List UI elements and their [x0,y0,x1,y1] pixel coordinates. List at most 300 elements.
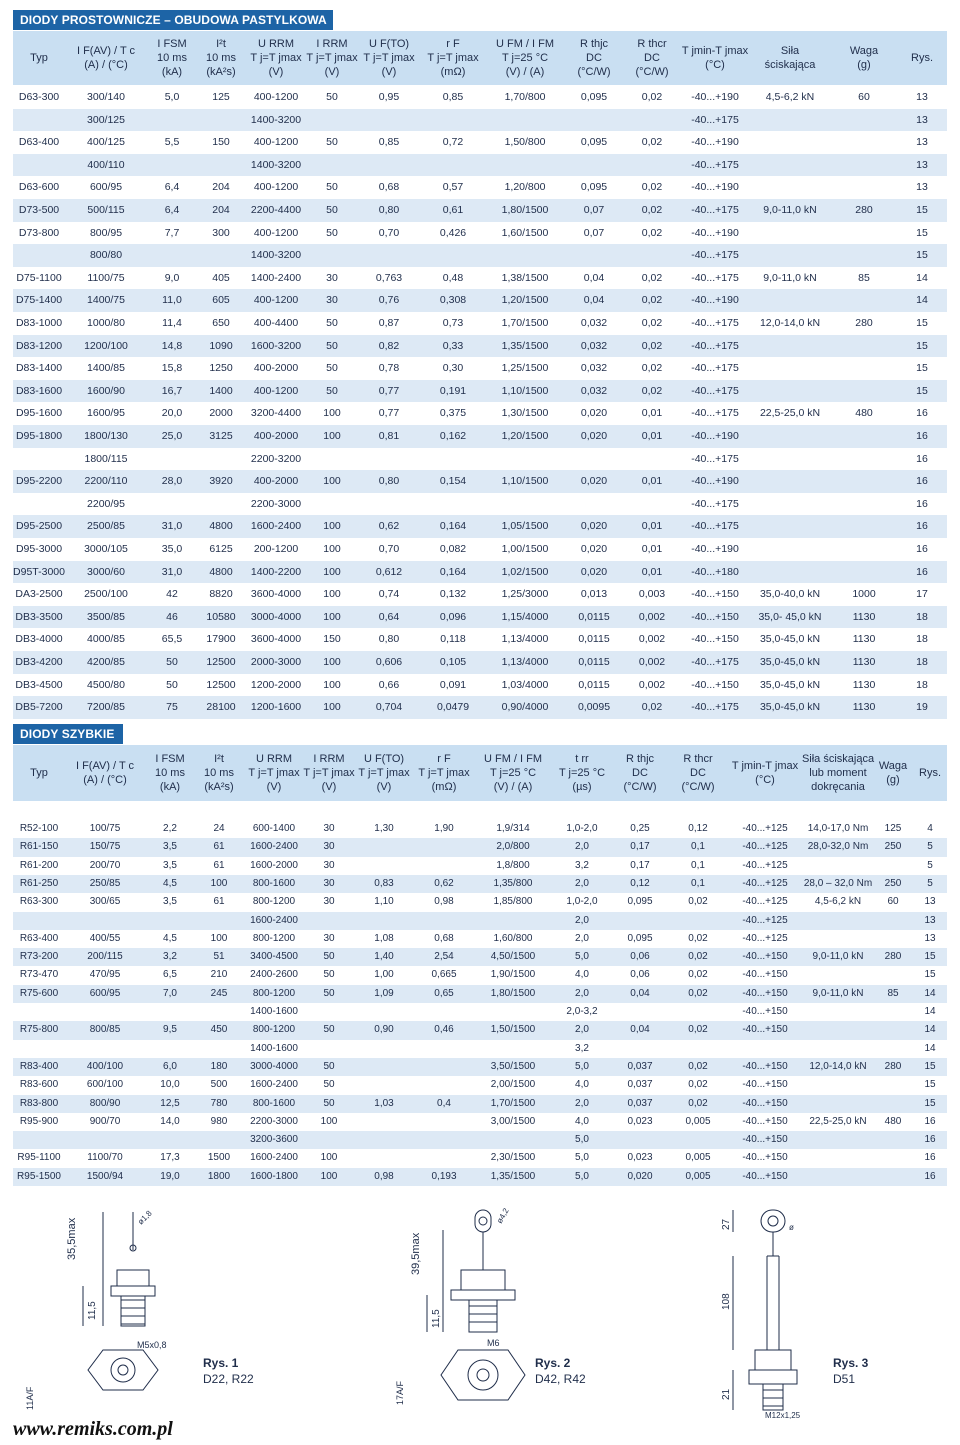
table-cell [749,244,831,267]
column-header-line: T j=T jmax [363,52,415,64]
table-cell: 250/85 [89,877,121,889]
column-header-line: T j=T jmax [250,52,302,64]
table-cell: 75 [166,701,178,714]
table-cell [831,176,897,199]
column-header [415,745,473,801]
table-cell: 500 [210,1079,228,1091]
table-cell [831,154,897,177]
table-cell: 61 [213,859,225,871]
table-cell: 0,62 [434,877,454,889]
table-cell [415,1113,473,1131]
table-cell [353,1131,415,1149]
table-cell: 14 [924,1042,936,1054]
website-link[interactable]: www.remiks.com.pl [13,1418,173,1440]
table-cell: 18 [916,633,928,646]
table-cell [353,1076,415,1094]
table-cell: 1,03 [374,1097,394,1109]
table-cell: 14,8 [161,339,183,352]
table-cell: 1,05/1500 [501,520,549,533]
table-cell: 28,0 [161,475,183,488]
table-cell [415,1040,473,1058]
table-cell [831,131,897,154]
table-cell: 35,0-45,0 kN [759,701,821,714]
table-cell [749,538,831,561]
table-cell: 1500/94 [86,1170,124,1182]
table-cell: 100 [210,932,228,944]
table-cell: D95-1800 [15,430,63,442]
table-cell: 3600-4000 [250,588,302,601]
table-cell: 800/95 [89,226,123,239]
table-cell: 42 [166,588,178,601]
table-cell: 61 [213,896,225,908]
table-cell: 1000 [852,588,876,601]
table-cell: R63-400 [19,932,59,944]
table-cell: 0,80 [378,475,400,488]
table-cell: 16 [916,407,928,420]
column-header-line: (V) [376,781,392,793]
table-cell: 1400-1600 [250,1006,298,1017]
table-cell: 2200-4400 [250,204,302,216]
table-cell: DB3-4200 [15,656,63,668]
table-cell: 150/75 [89,841,121,853]
table-cell: 280 [855,204,873,216]
table-cell [749,425,831,448]
table-cell [353,1113,415,1131]
table-cell: 1800/130 [84,430,128,442]
table-cell: 1,10/1500 [501,475,549,488]
table-cell: 300/125 [87,113,125,126]
table-cell [147,109,197,132]
column-header-line: T j=25 °C [501,52,549,64]
table-cell: 13 [916,91,928,103]
table-cell: 0,091 [439,678,467,691]
table-cell: 4000/85 [87,633,125,646]
table-cell: 100 [323,407,341,420]
figure-caption-2 [535,1355,586,1387]
table-cell [749,493,831,516]
table-cell: D75-1400 [15,294,63,307]
table-cell: 12,0-14,0 kN [809,1060,867,1072]
table-cell [873,1076,913,1094]
table-cell [749,131,831,154]
table-cell: 0,704 [375,701,403,714]
table-row [13,244,947,267]
table-cell: 0,33 [442,339,464,352]
table-cell: 10,0 [160,1079,180,1091]
table-cell [65,1131,145,1149]
table-cell: 0,66 [378,678,400,691]
table-cell: 150 [212,136,230,149]
table-cell: 1200-1600 [250,701,302,714]
table-cell: 1,50/800 [504,136,546,149]
table-cell: 980 [210,1115,228,1127]
table-cell: 16 [924,1152,936,1164]
table-cell: 1,9/314 [496,823,530,834]
table-cell [831,561,897,584]
table-cell [611,912,669,930]
table-cell: 1,8/800 [496,859,530,871]
column-header [485,31,565,85]
table-cell [197,244,245,267]
table-cell: D63-600 [18,181,60,194]
table-row [13,515,947,538]
table-cell: 9,0-11,0 kN [812,987,864,999]
table-row [13,930,947,948]
table-cell [147,244,197,267]
table-cell: 0,4 [437,1097,451,1109]
column-header-line: I²t [216,38,226,50]
table-cell: 1130 [852,701,876,714]
table-cell: 0,87 [378,317,400,329]
table-cell: 13 [916,158,928,171]
table-row [13,425,947,448]
table-cell: 6,5 [163,969,177,981]
table-cell: 0,02 [641,384,663,397]
table-cell [353,1040,415,1058]
table-cell: 16 [916,475,928,488]
table-cell: 2,0 [575,877,589,889]
table-cell: 2,0 [575,1097,589,1109]
table-cell: 500/115 [87,204,125,216]
table-cell: 0,154 [439,475,467,488]
table-cell: -40...+150 [742,1115,788,1127]
table-cell: -40...+190 [691,136,739,149]
table-cell: DA3-2500 [15,588,63,601]
table-cell [803,857,873,875]
table-cell: -40...+150 [742,1170,788,1182]
table-cell: 400/55 [89,932,121,944]
column-header-line: (V) [321,781,337,793]
column-header-line: T j=T jmax [427,52,479,64]
table-cell: 800/80 [89,249,123,262]
table-cell: 1,40 [374,951,394,963]
table-cell: 0,01 [641,520,663,533]
table-cell: 0,64 [378,610,400,623]
diode-drawing-fig3 [703,1200,833,1420]
table-cell [803,912,873,930]
table-cell: 1400-1600 [250,1042,298,1054]
table-cell: 800-1600 [252,877,296,889]
table-cell: R95-1100 [17,1152,61,1164]
table-row [13,1021,947,1039]
table-cell: -40...+150 [742,1079,788,1091]
table-cell: 12,5 [160,1097,180,1109]
table-cell: 1,70/1500 [490,1097,536,1109]
table-cell [803,1168,873,1186]
table-row [13,86,947,109]
table-cell: 50 [326,362,338,375]
table-cell: 5,0 [575,1060,589,1072]
column-header [913,745,947,801]
diode-drawing-fig1 [13,1200,193,1420]
table-cell: 1500 [207,1152,231,1164]
column-header-line: T j=25 °C [489,767,537,779]
table-cell [415,1131,473,1149]
table-cell [195,1040,243,1058]
table-cell: D95-2200 [15,475,63,488]
table-cell [831,493,897,516]
table-cell [415,1058,473,1076]
table-cell: 0,020 [580,543,608,555]
table-cell: D63-400 [18,136,60,149]
table-cell [623,448,681,471]
table-cell [13,448,65,471]
table-cell: 1000/80 [87,317,125,329]
table-cell [147,448,197,471]
table-cell: 0,02 [641,204,663,216]
table-cell: 0,04 [630,1024,650,1036]
column-header [421,31,485,85]
table-cell [831,357,897,380]
table-cell: 22,5-25,0 kN [759,407,821,420]
dim-label: 27 [721,1218,732,1230]
table-cell: 100 [323,588,341,601]
table-cell: 0,0115 [578,610,610,623]
table-cell: 3,2 [575,1042,589,1054]
table-cell [473,1003,553,1021]
column-header [195,745,243,801]
table-cell: 3000/60 [87,565,125,578]
table-cell: 0,07 [583,204,605,216]
table-cell: 15 [916,226,928,239]
table-cell: 125 [212,91,230,103]
table-cell [749,335,831,358]
table-cell: -40...+175 [691,249,739,262]
table-cell: 30 [323,932,335,944]
table-row [13,312,947,335]
table-cell [831,470,897,493]
figure-number: Rys. 1 [203,1356,239,1370]
table-cell: 0,164 [439,565,467,578]
table-cell: 60 [887,896,899,908]
table-cell: -40...+150 [742,987,788,999]
table-cell: 800-1200 [252,1024,296,1036]
table-cell: 0,612 [375,565,403,578]
table-cell: 18 [916,656,928,668]
table-cell: 2000-3000 [250,656,302,668]
table-cell: 7,7 [164,226,180,239]
table-cell [353,1149,415,1167]
table-cell: 1600-3200 [250,339,302,352]
column-header [473,745,553,801]
table-cell: D83-1000 [15,317,63,329]
table-cell: 0,68 [434,932,454,944]
table-cell: DB3-4000 [15,633,63,646]
table-cell: -40...+175 [691,339,739,352]
table-cell: 85 [887,987,899,999]
table-cell: 4,5 [163,932,177,944]
table-cell: 51 [213,951,225,963]
table-cell: 0,032 [580,362,608,375]
table-cell: 0,01 [641,475,663,488]
table-row [13,985,947,1003]
table-cell [749,561,831,584]
table-cell: 204 [212,181,230,194]
table-cell: 0,80 [378,633,400,646]
table-cell: 15,8 [161,362,183,375]
table-cell [565,493,623,516]
table-cell [873,1131,913,1149]
table-cell: 2,0 [575,914,589,926]
table-cell: -40...+125 [742,877,788,889]
table-cell: 400-1200 [253,91,299,103]
table-cell: 210 [210,969,228,981]
table-cell: R61-250 [19,877,59,889]
table-cell: 9,0-11,0 kN [763,204,817,216]
table-cell: 0,032 [580,384,608,397]
table-cell: R83-400 [19,1060,59,1072]
table-cell: 1,70/1500 [501,317,549,329]
table-cell: 1130 [852,610,876,623]
table-cell: 0,98 [374,1170,394,1182]
column-header-line: T jmin-T jmax [731,760,799,772]
table-cell: 50 [323,951,335,963]
table-cell: 0,02 [641,701,663,714]
table-cell [307,448,357,471]
table-cell: 15 [916,249,928,262]
table-cell [197,493,245,516]
table-row [13,1113,947,1131]
table-cell: 0,082 [439,543,467,555]
table-cell: 28100 [206,701,236,714]
column-header [145,745,195,801]
table-cell: 0,005 [685,1115,711,1127]
table-cell [873,857,913,875]
table-cell: -40...+190 [691,226,739,239]
table-cell: 50 [326,91,338,103]
table-cell: 0,17 [630,841,650,853]
table-cell: R73-470 [19,969,59,981]
table-cell [305,1003,353,1021]
table-cell: 100 [323,656,341,668]
table-cell [749,222,831,245]
table-cell: 9,5 [163,1024,177,1036]
column-header [681,31,749,85]
table-cell: 4,0 [575,969,589,981]
table-cell: 1200/100 [84,339,128,352]
table-cell [803,1131,873,1149]
dim-label: 39,5max [410,1232,422,1275]
table-cell [611,1003,669,1021]
column-header-line: (V) / (A) [505,66,545,78]
table-cell: 0,037 [627,1079,653,1091]
table-cell: -40...+150 [691,588,739,601]
table-cell: -40...+125 [742,823,788,834]
table-cell: 4,0 [575,1079,589,1091]
table-cell: 100 [320,1115,338,1127]
table-cell [611,1040,669,1058]
table-cell [357,493,421,516]
table-row [13,1003,947,1021]
table-cell: 3920 [209,475,233,488]
table-cell: 3000-4000 [250,1060,298,1072]
column-header-line: (kA) [159,781,181,793]
table-cell: -40...+125 [742,914,788,926]
table-cell: 0,85 [442,91,464,103]
column-header-line: I F(AV) / T c [76,45,136,57]
table-row [13,176,947,199]
table-cell: 0,095 [627,932,653,944]
table-cell: 65,5 [161,633,183,646]
table-cell: 600-1400 [252,823,296,834]
table-cell [197,448,245,471]
table-cell: 1,38/1500 [501,271,549,284]
table-cell [353,857,415,875]
table-cell: 1,25/3000 [501,588,549,601]
table-cell [831,425,897,448]
table-row [13,606,947,629]
table-cell: 0,90 [374,1024,394,1036]
column-header-line: T j=T jmax [418,767,470,779]
table-cell: 3,2 [163,951,177,963]
table-cell: 5,5 [164,136,180,149]
table-cell [13,109,65,132]
table-cell: 0,06 [630,951,650,963]
table-cell: 2200-3000 [250,497,302,510]
table-row [13,948,947,966]
table-cell: R63-300 [19,896,59,908]
table-cell: 300/65 [89,896,121,908]
table-cell [803,1021,873,1039]
table-cell [803,1003,873,1021]
table-cell: 180 [210,1060,228,1072]
table-cell: 13 [916,136,928,149]
column-header-line: (mΩ) [431,781,457,793]
table-row [13,357,947,380]
column-header-line: (kA²s) [206,66,236,78]
table-cell: 85 [858,271,870,284]
table-cell: 1800/115 [84,452,128,465]
table-cell [485,244,565,267]
table-cell: 7200/85 [87,701,125,714]
table-cell: 0,68 [378,181,400,194]
table-cell: 200/115 [87,951,123,963]
table-cell [421,493,485,516]
table-cell: 3,5 [163,859,177,871]
table-row [13,1149,947,1167]
table-cell [13,1131,65,1149]
table-cell [307,154,357,177]
table-cell: 0,12 [688,823,708,834]
table-cell: D75-1100 [16,271,62,284]
table-cell [669,912,727,930]
table-cell: -40...+190 [691,91,739,103]
table-cell: 15 [924,1060,936,1072]
table-cell [415,1149,473,1167]
table-cell [13,1040,65,1058]
table-cell [831,289,897,312]
table-cell: 0,25 [630,823,650,834]
table-cell: -40...+150 [691,610,739,623]
table-row [13,820,947,838]
table-cell: 0,83 [374,877,394,889]
table-row [13,289,947,312]
column-header-line: U RRM [257,38,295,50]
table-row [13,966,947,984]
table-cell: 6,4 [164,181,180,194]
table-cell: 50 [323,969,335,981]
table-cell: 0,191 [439,384,467,397]
table-cell: 25,0 [161,430,183,442]
table-cell: 9,0-11,0 kN [812,951,864,963]
table-cell: 16 [916,452,928,465]
table-cell: 0,02 [641,226,663,239]
table-cell: 3000/105 [84,543,128,555]
table-cell: D73-500 [18,204,60,216]
column-header-line: T j=T jmax [303,767,355,779]
table-cell: 0,02 [641,91,663,103]
table-cell: 3600-4000 [250,633,302,646]
